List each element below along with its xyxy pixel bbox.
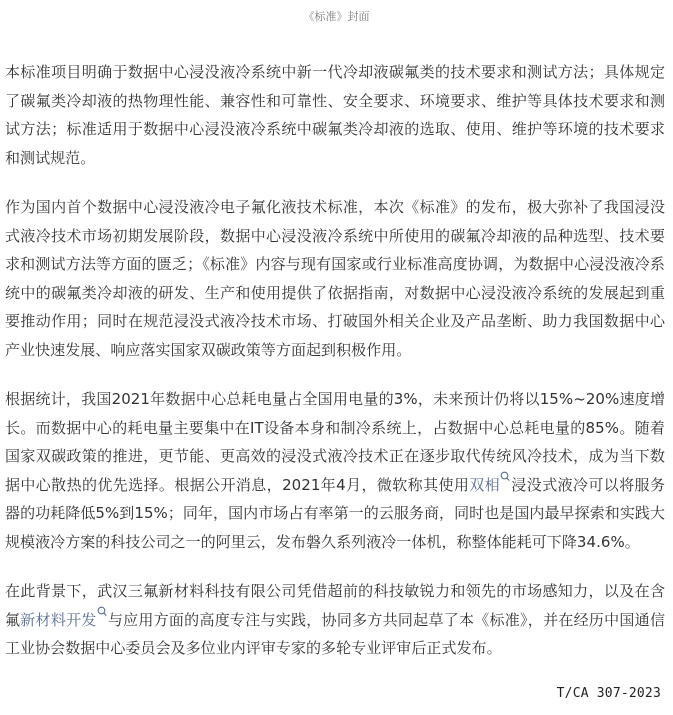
paragraph-scope: 本标准项目明确于数据中心浸没液冷系统中新一代冷却液碳氟类的技术要求和测试方法；具体规定了碳氟类冷却液的热物理性能、兼容性和可靠性、安全要求、环境要求、维护等具体技术要求和测试方法；标准适用于数据中心浸没液冷系统中碳氟类冷却液的选取、使用、维护等环境的技术要求和测试规范。 bbox=[5, 63, 665, 167]
paragraph-background-text-1: 在此背景下，武汉三氟新材料科技有限公司凭借超前的科技敏锐力和领先的市场感知力，以及在含氟 bbox=[5, 582, 665, 629]
cover-caption: 《标准》封面 bbox=[303, 10, 370, 23]
standard-code: T/CA 307-2023 bbox=[556, 686, 661, 701]
paragraph-statistics-text-1: 根据统计，我国2021年数据中心总耗电量占全国用电量的3%，未来预计仍将以15%~20%速度增长。而数据中心的耗电量主要集中在IT设备本身和制冷系统上，占数据中心总耗电量的85%。随着国家双碳政策的推进，更节能、更高效的浸没式液冷技术正在逐步取代传统风冷技术，成为当下数据中心散热的优先选择。根据公开消息，2021年4月，微软称其使用 bbox=[5, 390, 665, 494]
keyword-link-new-material[interactable]: 新材料开发 bbox=[20, 610, 97, 629]
paragraph-statistics bbox=[5, 385, 665, 557]
paragraph-background-text-2: 与应用方面的高度专注与实践，协同多方共同起草了本《标准》，并在经历中国通信工业协会数据中心委员会及多位业内评审专家的多轮专业评审后正式发布。 bbox=[5, 610, 665, 658]
search-icon[interactable] bbox=[97, 606, 107, 618]
paragraph-statistics-text-2: 浸没式液冷可以将服务器的功耗降低5%到15%；同年，国内市场占有率第一的云服务商，同时也是国内最早探索和实践大规模液冷方案的科技公司之一的阿里云，发布磐久系列液冷一体机，称整体能耗可下降34.6%。 bbox=[5, 475, 665, 551]
paragraph-background bbox=[5, 577, 665, 663]
keyword-link-two-phase[interactable]: 双相 bbox=[469, 475, 501, 494]
paragraph-significance: 作为国内首个数据中心浸没液冷电子氟化液技术标准，本次《标准》的发布，极大弥补了我国浸没式液冷技术市场初期发展阶段，数据中心浸没液冷系统中所使用的碳氟冷却液的品种选型、技术要求和测试方法等方面的匮乏；《标准》内容与现有国家或行业标准高度协调，为数据中心浸没液冷系统中的碳氟类冷却液的研发、生产和使用提供了依据指南，对数据中心浸没液冷系统的发展起到重要推动作用；同时在规范浸没式液冷技术市场、打破国外相关企业及产品垄断、助力我国数据中心产业快速发展、响应落实国家双碳政策等方面起到积极作用。 bbox=[5, 198, 665, 359]
search-icon[interactable] bbox=[500, 471, 510, 483]
